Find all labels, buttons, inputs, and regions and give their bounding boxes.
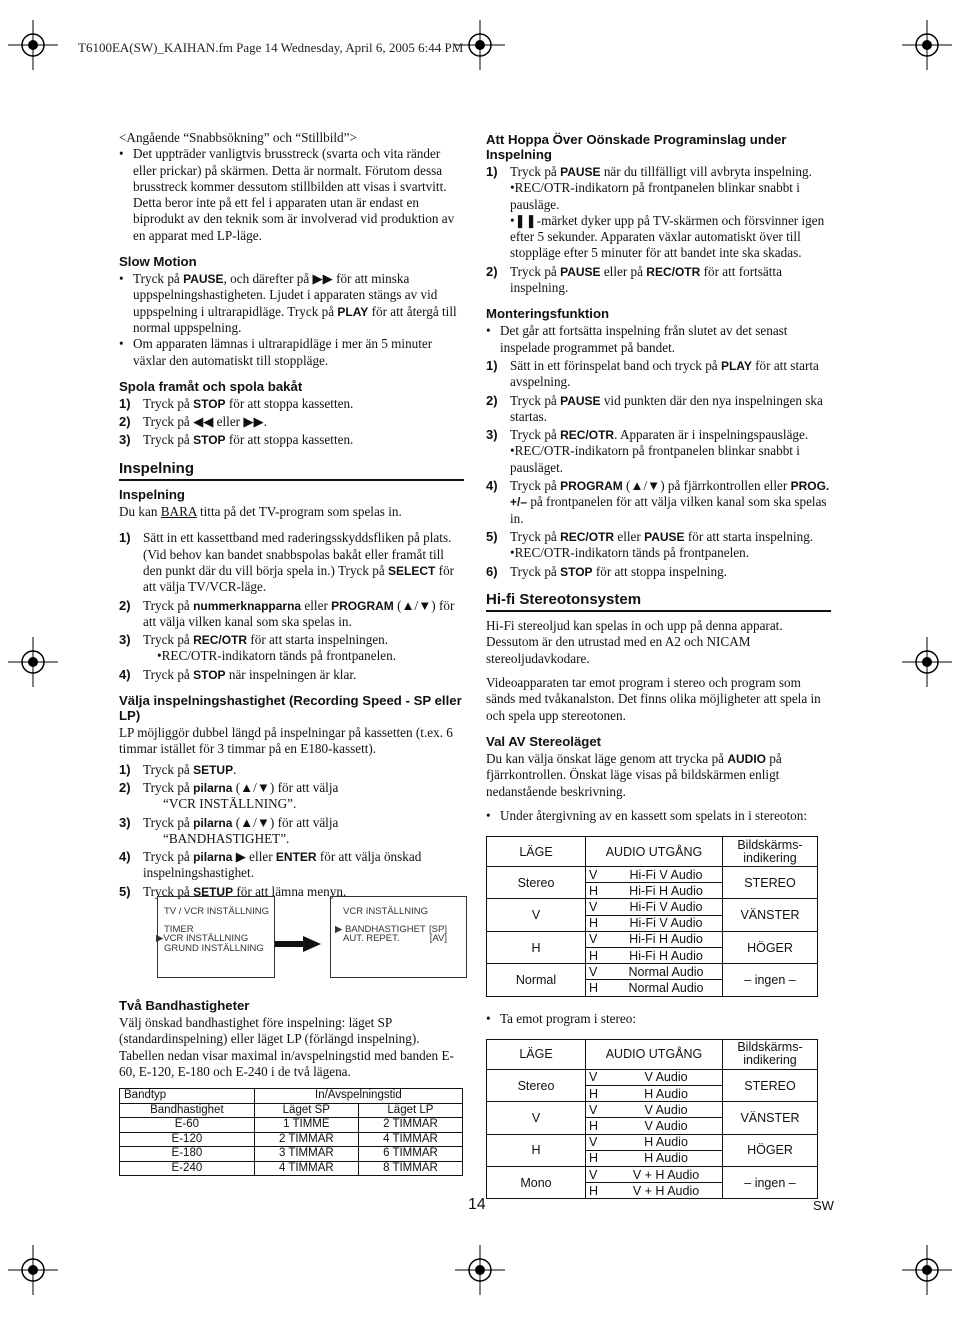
montering-step-6: 6) Tryck på STOP för att stoppa inspelning. xyxy=(486,563,727,579)
stereo-receive-table: LÄGE AUDIO UTGÅNG Bildskärms-indikering Stereo V V Audio STEREO H H Audio V V V Audio VÄNSTER H V Audio H V H Audio HÖGER H H Audio Mono V V + H Audio – ingen – H V + H Audio xyxy=(486,1039,818,1200)
table-row: H V H Audio HÖGER xyxy=(487,1134,818,1150)
speed-step-3: 3) Tryck på pilarna (▲/▼) för att välja “BANDHASTIGHET”. xyxy=(119,814,339,846)
table-col-header: Läget SP xyxy=(254,1103,358,1118)
speed-step-4: 4) Tryck på pilarna ▶ eller ENTER för att välja önskad inspelningshastighet. xyxy=(119,849,422,881)
spola-title: Spola framåt och spola bakåt xyxy=(119,378,303,394)
speed-step-1: 1) Tryck på SETUP. xyxy=(119,761,237,777)
speed-title: Välja inspelningshastighet (Recording Speed - SP eller LP) xyxy=(119,693,462,724)
speed-step-5: 5) Tryck på SETUP för att lämna menyn. xyxy=(119,883,347,899)
inspelning-section-title: Inspelning xyxy=(119,461,464,481)
table-row: Stereo V Hi-Fi V Audio STEREO xyxy=(487,867,818,883)
tape-speed-table xyxy=(119,1088,463,1176)
menu1-item-timer: TIMER xyxy=(164,923,194,935)
table-row: H H Audio xyxy=(487,1150,818,1166)
crosshair-bottom-left-icon xyxy=(8,1245,58,1295)
table-row: Normal V Normal Audio – ingen – xyxy=(487,964,818,980)
inspelning-step-3: 3) Tryck på REC/OTR för att starta inspelningen. xyxy=(119,632,389,648)
page-number: 14 xyxy=(468,1196,486,1213)
speed-step-2: 2) Tryck på pilarna (▲/▼) för att välja “VCR INSTÄLLNING”. xyxy=(119,779,339,812)
slow-motion-bullet-1: • Tryck på PAUSE, och därefter på ▶▶ för att minska uppspelningshastigheten. Ljudet i apparaten stängs av vid uppspelning i ultrarapidläge. Tryck på PLAY för att återgå till normal uppspelning. xyxy=(119,271,464,336)
intro-note: Detta beror inte på ett fel i apparaten utan är endast en biprodukt av den teknik som är involverad vid produktion av en apparat med LP-läge. xyxy=(133,195,455,243)
crosshair-mid-right-icon xyxy=(902,637,952,687)
speed-intro: LP möjliggör dubbel längd på inspelningar på kassetten (t.ex. 6 timmar istället för 3 timmar på en E180-kassett). xyxy=(119,725,453,757)
table-row: H V + H Audio xyxy=(487,1183,818,1199)
val-bullet-2: • Ta emot program i stereo: xyxy=(486,1011,831,1027)
table-row: H V Hi-Fi H Audio HÖGER xyxy=(487,931,818,947)
crosshair-bottom-right-icon xyxy=(902,1245,952,1295)
table-row: Mono V V + H Audio – ingen – xyxy=(487,1167,818,1183)
montering-step-4: 4) Tryck på PROGRAM (▲/▼) på fjärrkontrollen eller PROG. +/– på frontpanelen för att välja vilken kanal som ska spelas in. xyxy=(486,478,830,526)
inspelning-intro: Du kan BARA titta på det TV-program som spelas in. xyxy=(119,504,402,520)
crosshair-mid-left-icon xyxy=(8,637,58,687)
menu1-item-vcr: ▶VCR INSTÄLLNING xyxy=(156,933,249,944)
hifi-section-title: Hi-fi Stereotonsystem xyxy=(486,592,831,612)
table-row: H V Audio xyxy=(487,1118,818,1134)
montering-step-5: 5) Tryck på REC/OTR eller PAUSE för att starta inspelning. xyxy=(486,528,814,544)
spola-step-3: 3) Tryck på STOP för att stoppa kassetten. xyxy=(119,432,354,448)
hifi-paragraph-1: Hi-Fi stereoljud kan spelas in och upp på denna apparat. Dessutom är den utrustad med en A2 och NICAM stereoljudavkodare. xyxy=(486,618,783,666)
table-row: H Hi-Fi V Audio xyxy=(487,915,818,931)
table-row: E-180 3 TIMMAR 6 TIMMAR xyxy=(120,1147,463,1162)
two-speeds-title: Två Bandhastigheter xyxy=(119,998,250,1013)
inspelning-subtitle: Inspelning xyxy=(119,487,185,503)
table-row: Stereo V V Audio STEREO xyxy=(487,1069,818,1085)
menu2-item-band: ▶ BANDHASTIGHET [SP] xyxy=(335,923,447,935)
spola-step-2: 2) Tryck på ◀◀ eller ▶▶. xyxy=(119,414,267,430)
skip-step-1: 1) Tryck på PAUSE när du tillfälligt vill avbryta inspelning. xyxy=(486,164,812,179)
table-row: H Hi-Fi H Audio xyxy=(487,883,818,899)
table-col-header: Bandhastighet xyxy=(120,1103,255,1118)
slow-motion-title: Slow Motion xyxy=(119,254,197,270)
montering-step-3-note: •REC/OTR-indikatorn på frontpanelen blinkar snabbt i pausläget. xyxy=(510,443,800,475)
hifi-paragraph-2: Videoapparaten tar emot program i stereo och program som sänds med tvåkanalston. Det finns olika möjligheter att spela in och spela upp stereotonen. xyxy=(486,675,821,723)
inspelning-step-4: 4) Tryck på STOP när inspelningen är klar. xyxy=(119,666,357,682)
intro-title: <Angående “Snabbsökning” och “Stillbild”> xyxy=(119,130,357,145)
menu1-title: TV / VCR INSTÄLLNING xyxy=(164,906,270,917)
val-title: Val AV Stereoläget xyxy=(486,733,602,749)
menu-screen-1 xyxy=(157,896,275,978)
language-code: SW xyxy=(813,1198,834,1213)
table-row: H H Audio xyxy=(487,1086,818,1102)
skip-step-2: 2) Tryck på PAUSE eller på REC/OTR för att fortsätta inspelning. xyxy=(486,263,782,296)
inspelning-step-1: 1) Sätt in ett kassettband med raderingsskyddsfliken på plats. (Vid behov kan bandet snabbspolas bakåt eller framåt till den punkt där du vill börja spela in.) Tryck på SELECT för att välja TV/VCR-läge. xyxy=(119,530,455,595)
val-text: Du kan välja önskat läge genom att trycka på AUDIO på fjärrkontrollen. Önskat läge visas på bildskärmen enligt nedanstående beskrivning. xyxy=(486,750,782,799)
table-row: E-120 2 TIMMAR 4 TIMMAR xyxy=(120,1132,463,1147)
stereo-playback-table: LÄGE AUDIO UTGÅNG Bildskärms-indikering Stereo V Hi-Fi V Audio STEREO H Hi-Fi H Audio V V Hi-Fi V Audio VÄNSTER H Hi-Fi V Audio H V Hi-Fi H Audio HÖGER H Hi-Fi H Audio Normal V Normal Audio – ingen – H Normal Audio xyxy=(486,836,818,997)
arrow-right-icon xyxy=(275,934,321,954)
table-row: H Hi-Fi H Audio xyxy=(487,948,818,964)
table-row: E-240 4 TIMMAR 8 TIMMAR xyxy=(120,1161,463,1176)
montering-title: Monteringsfunktion xyxy=(486,306,610,322)
table-col-header: Läget LP xyxy=(358,1103,462,1118)
menu2-item-repet: AUT. REPET. [AV] xyxy=(343,933,447,944)
slow-motion-bullet-2: • Om apparaten lämnas i ultrarapidläge i mer än 5 minuter växlar den automatiskt till stoppläge. xyxy=(119,336,464,369)
table-header: In/Avspelningstid xyxy=(254,1089,462,1104)
montering-step-5-note: •REC/OTR-indikatorn tänds på frontpanelen. xyxy=(510,545,750,561)
right-column xyxy=(486,130,831,1199)
table-header: Bandtyp xyxy=(120,1089,255,1104)
two-speeds-block xyxy=(119,998,464,1080)
menu-screen-2 xyxy=(330,896,467,978)
table-row: V V V Audio VÄNSTER xyxy=(487,1102,818,1118)
table-row: V V Hi-Fi V Audio VÄNSTER xyxy=(487,899,818,915)
val-bullet-1: • Under återgivning av en kassett som spelats in i stereoton: xyxy=(486,808,831,824)
left-column xyxy=(119,130,464,900)
menu2-title: VCR INSTÄLLNING xyxy=(343,906,428,917)
crosshair-top-left-icon xyxy=(8,20,58,70)
montering-step-2: 2) Tryck på PAUSE vid punkten där den nya inspelningen ska startas. xyxy=(486,392,823,424)
montering-step-1: 1) Sätt in ett förinspelat band och tryck på PLAY för att starta avspelning. xyxy=(486,357,819,390)
file-header: T6100EA(SW)_KAIHAN.fm Page 14 Wednesday, April 6, 2005 6:44 PM xyxy=(78,40,464,55)
crosshair-bottom-center-icon xyxy=(455,1245,505,1295)
montering-bullet: • Det går att fortsätta inspelning från slutet av det senast inspelade programmet på bandet. xyxy=(486,323,831,356)
two-speeds-text: Välj önskad bandhastighet före inspelning: läget SP (standardinspelning) eller läget LP (förlängd inspelning). Tabellen nedan visar maximal in/avspelningstid med banden E-60, E-120, E-180 och E-240 i de två lägena. xyxy=(119,1015,454,1079)
skip-title: Att Hoppa Över Oönskade Programinslag under Inspelning xyxy=(486,132,787,162)
skip-step-1-note-2: •❚❚-märket dyker upp på TV-skärmen och försvinner igen efter 5 sekunder. Apparaten växlar automatiskt över till stoppläge efter 5 minuter för att bandet inte ska skadas. xyxy=(510,212,825,261)
skip-step-1-note-1: •REC/OTR-indikatorn på frontpanelen blinkar snabbt i pausläge. xyxy=(510,180,800,212)
spola-step-1: 1) Tryck på STOP för att stoppa kassetten. xyxy=(119,395,354,411)
menu1-item-grund: GRUND INSTÄLLNING xyxy=(164,942,264,954)
table-row: H Normal Audio xyxy=(487,980,818,996)
crosshair-top-right-icon xyxy=(902,20,952,70)
table-row: E-60 1 TIMME 2 TIMMAR xyxy=(120,1118,463,1133)
inspelning-step-3-note: •REC/OTR-indikatorn tänds på frontpanelen. xyxy=(157,648,397,664)
inspelning-step-2: 2) Tryck på nummerknapparna eller PROGRAM (▲/▼) för att välja vilken kanal som ska spelas in. xyxy=(119,597,455,629)
intro-bullet: • Det uppträder vanligtvis brusstreck (svarta och vita ränder eller prickar) på skärmen. Detta är normalt. Förutom dessa brusstreck kommer dessutom stillbilden att visas i svartvitt. xyxy=(119,146,464,195)
montering-step-3: 3) Tryck på REC/OTR. Apparaten är i inspelningspausläge. xyxy=(486,427,809,443)
